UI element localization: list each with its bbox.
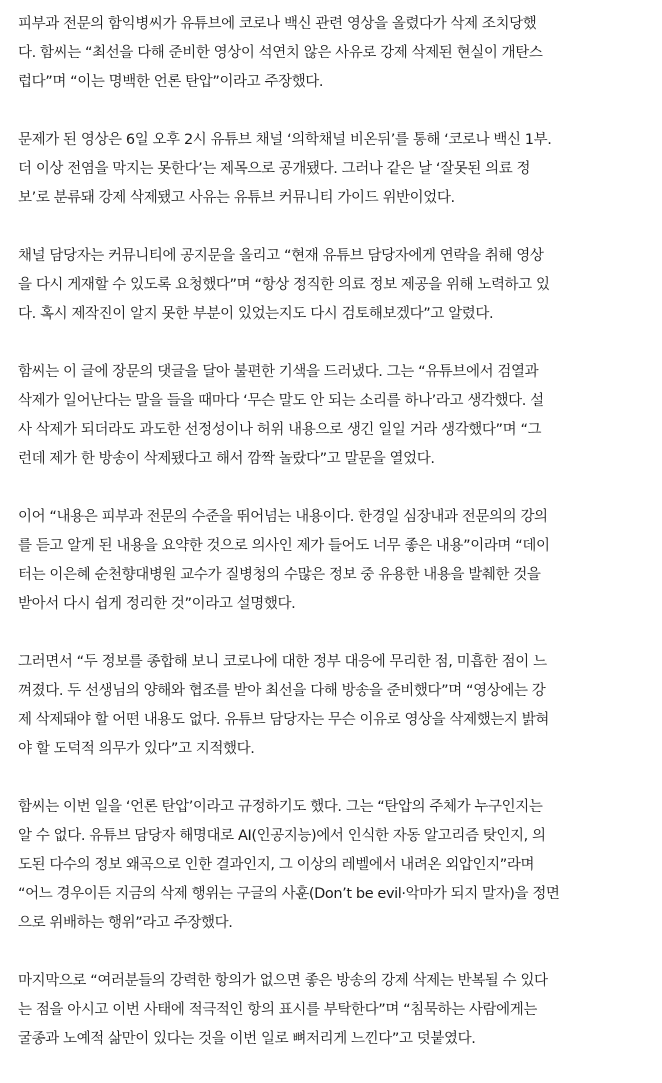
text-line: “어느 경우이든 지금의 삭제 행위는 구글의 사훈(Don’t be evil·악마가 되지 말자)을 정면: [18, 886, 560, 902]
text-line: 받아서 다시 쉽게 정리한 것”이라고 설명했다.: [18, 596, 296, 612]
text-line: 럽다”며 “이는 명백한 언론 탄압”이라고 주장했다.: [18, 74, 324, 90]
text-line: 마지막으로 “여러분들의 강력한 항의가 없으면 좋은 방송의 강제 삭제는 반복될 수 있다: [18, 973, 548, 989]
text-line: 도된 다수의 정보 왜곡으로 인한 결과인지, 그 이상의 레벨에서 내려온 외압인지”라며: [18, 857, 535, 873]
text-line: 피부과 전문의 함익병씨가 유튜브에 코로나 백신 관련 영상을 올렸다가 삭제 조치당했: [18, 16, 537, 32]
paragraph-4: [18, 358, 652, 474]
text-line: 그러면서 “두 정보를 종합해 보니 코로나에 대한 정부 대응에 무리한 점, 미흡한 점이 느: [18, 654, 547, 670]
text-line: 보’로 분류돼 강제 삭제됐고 사유는 유튜브 커뮤니티 가이드 위반이었다.: [18, 190, 455, 206]
paragraph-2: [18, 126, 652, 213]
text-line: 함씨는 이번 일을 ‘언론 탄압’이라고 규정하기도 했다. 그는 “탄압의 주체가 누구인지는: [18, 799, 543, 815]
text-line: 함씨는 이 글에 장문의 댓글을 달아 불편한 기색을 드러냈다. 그는 “유튜브에서 검열과: [18, 364, 539, 380]
text-line: 다. 함씨는 “최선을 다해 준비한 영상이 석연치 않은 사유로 강제 삭제된 현실이 개탄스: [18, 45, 543, 61]
paragraph-7: [18, 793, 652, 938]
paragraph-3: [18, 242, 652, 329]
text-line: 을 다시 게재할 수 있도록 요청했다”며 “항상 정직한 의료 정보 제공을 위해 노력하고 있: [18, 277, 550, 293]
text-line: 야 할 도덕적 의무가 있다”고 지적했다.: [18, 741, 255, 757]
text-line: 알 수 없다. 유튜브 담당자 해명대로 AI(인공지능)에서 인식한 자동 알고리즘 탓인지, 의: [18, 828, 546, 844]
text-line: 는 점을 아시고 이번 사태에 적극적인 항의 표시를 부탁한다”며 “침묵하는 사람에게는: [18, 1002, 537, 1018]
article-body: [18, 10, 652, 1083]
text-line: 문제가 된 영상은 6일 오후 2시 유튜브 채널 ‘의학채널 비온뒤’를 통해 ‘코로나 백신 1부.: [18, 132, 552, 148]
paragraph-5: [18, 503, 652, 619]
text-line: 다. 혹시 제작진이 알지 못한 부분이 있었는지도 다시 검토해보겠다”고 알렸다.: [18, 306, 494, 322]
paragraph-6: [18, 648, 652, 764]
text-line: 런데 제가 한 방송이 삭제됐다고 해서 깜짝 놀랐다”고 말문을 열었다.: [18, 451, 435, 467]
text-line: 제 삭제돼야 할 어떤 내용도 없다. 유튜브 담당자는 무슨 이유로 영상을 삭제했는지 밝혀: [18, 712, 549, 728]
text-line: 으로 위배하는 행위”라고 주장했다.: [18, 915, 233, 931]
text-line: 더 이상 전염을 막지는 못한다’는 제목으로 공개됐다. 그러나 같은 날 ‘잘못된 의료 정: [18, 161, 531, 177]
text-line: 사 삭제가 되더라도 과도한 선정성이나 허위 내용으로 생긴 일일 거라 생각했다”며 “그: [18, 422, 542, 438]
paragraph-1: [18, 10, 652, 97]
text-line: 삭제가 일어난다는 말을 들을 때마다 ‘무슨 말도 안 되는 소리를 하나’라고 생각했다. 설: [18, 393, 544, 409]
text-line: 터는 이은혜 순천향대병원 교수가 질병청의 수많은 정보 중 유용한 내용을 발췌한 것을: [18, 567, 541, 583]
text-line: 를 듣고 알게 된 내용을 요약한 것으로 의사인 제가 들어도 너무 좋은 내용”이라며 “데이: [18, 538, 550, 554]
paragraph-8: [18, 967, 652, 1054]
text-line: 껴졌다. 두 선생님의 양해와 협조를 받아 최선을 다해 방송을 준비했다”며 “영상에는 강: [18, 683, 546, 699]
text-line: 채널 담당자는 커뮤니티에 공지문을 올리고 “현재 유튜브 담당자에게 연락을 취해 영상: [18, 248, 544, 264]
text-line: 굴종과 노예적 삶만이 있다는 것을 이번 일로 뼈저리게 느낀다”고 덧붙였다.: [18, 1031, 476, 1047]
text-line: 이어 “내용은 피부과 전문의 수준을 뛰어넘는 내용이다. 한경일 심장내과 전문의의 강의: [18, 509, 548, 525]
